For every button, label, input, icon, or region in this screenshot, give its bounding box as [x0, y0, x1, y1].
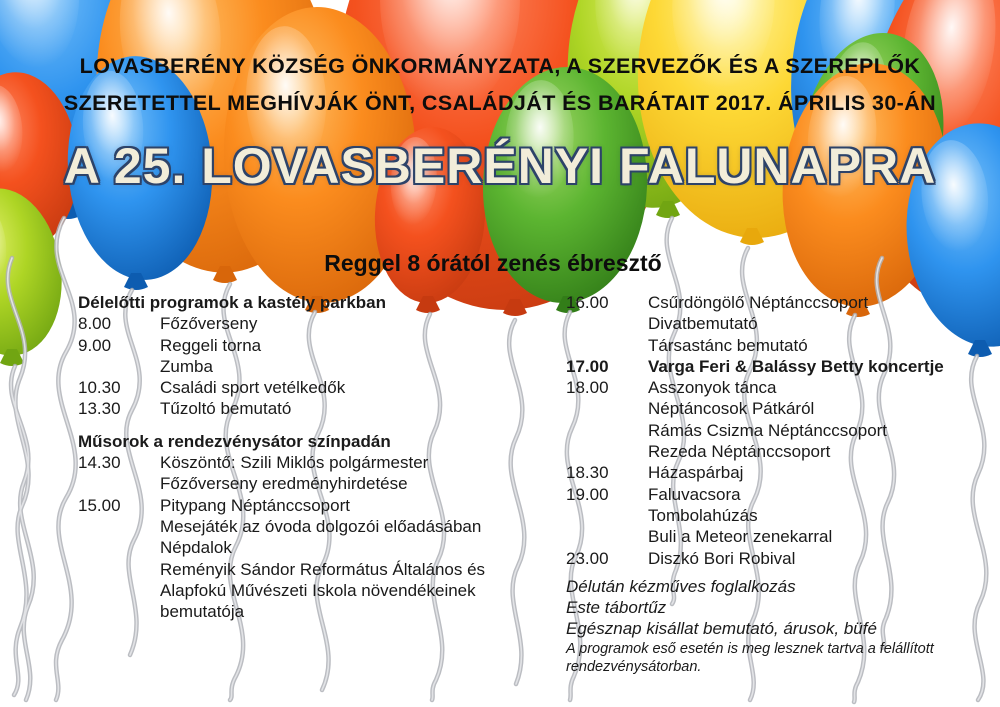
program-line	[566, 420, 1000, 441]
program-line	[78, 537, 530, 558]
event-text: Rámás Csizma Néptánccsoport	[648, 420, 888, 440]
wakeup-subtitle: Reggel 8 órától zenés ébresztő	[324, 250, 662, 276]
event-text: Alapfokú Művészeti Iskola növendékeinek	[160, 580, 476, 600]
program-line	[566, 313, 1000, 334]
event-text: Mesejáték az óvoda dolgozói előadásában	[160, 516, 482, 536]
time-label	[78, 356, 160, 377]
event-text: Társastánc bemutató	[648, 335, 808, 355]
note-line: Délután kézműves foglalkozás	[566, 576, 796, 596]
program-line	[566, 398, 1000, 419]
program-line	[78, 356, 530, 377]
event-text: Reményik Sándor Református Általános és	[160, 559, 486, 579]
event-text: Buli a Meteor zenekarral	[648, 527, 833, 547]
event-text: Diszkó Bori Robival	[648, 548, 796, 568]
program-line	[566, 548, 1000, 569]
time-label	[78, 473, 160, 494]
program-line	[566, 335, 1000, 356]
time-label	[566, 420, 648, 441]
event-text: Pitypang Néptánccsoport	[160, 495, 350, 515]
time-label	[78, 537, 160, 558]
event-text: Varga Feri & Balássy Betty koncertje	[648, 356, 944, 376]
notes-block	[566, 576, 1000, 677]
event-text: Zumba	[160, 356, 213, 376]
program-line	[78, 377, 530, 398]
program-line	[78, 335, 530, 356]
program-line	[566, 462, 1000, 483]
time-label	[566, 398, 648, 419]
event-text: Asszonyok tánca	[648, 378, 777, 398]
event-text: Néptáncosok Pátkáról	[648, 399, 815, 419]
program-column-right	[566, 292, 1000, 677]
time-label	[566, 526, 648, 547]
program-line	[78, 398, 530, 419]
time-label	[78, 516, 160, 537]
event-text: Főzőverseny eredményhirdetése	[160, 474, 408, 494]
time-label	[566, 313, 648, 334]
event-text: Tűzoltó bemutató	[160, 399, 292, 419]
event-text: Főzőverseny	[160, 314, 258, 334]
program-line	[566, 505, 1000, 526]
program-line-highlight	[566, 356, 1000, 377]
event-text: Tombolahúzás	[648, 505, 758, 525]
event-text: Házaspárbaj	[648, 463, 744, 483]
time-label: 8.00	[78, 314, 112, 334]
event-text: Népdalok	[160, 538, 232, 558]
program-line	[566, 526, 1000, 547]
time-label: 15.00	[78, 495, 121, 515]
time-label	[78, 580, 160, 601]
note-line: Este tábortűz	[566, 598, 667, 618]
program-line	[78, 313, 530, 334]
time-label: 16.00	[566, 293, 609, 312]
event-text: Családi sport vetélkedők	[160, 378, 346, 398]
time-label: 17.00	[566, 356, 609, 376]
rain-note: A programok eső esetén is meg lesznek tartva a felállított rendezvénysátorban.	[566, 640, 934, 676]
program-line	[78, 495, 530, 516]
program-line	[78, 473, 530, 494]
event-text: Reggeli torna	[160, 335, 262, 355]
invitation-line-1: LOVASBERÉNY KÖZSÉG ÖNKORMÁNYZATA, A SZERVEZŐK ÉS A SZEREPLŐK	[79, 54, 921, 78]
program-line	[78, 452, 530, 473]
event-text: Faluvacsora	[648, 484, 741, 504]
program-line	[78, 601, 530, 622]
event-text: Köszöntő: Szili Miklós polgármester	[160, 453, 429, 473]
program-line	[78, 516, 530, 537]
section-heading: Műsorok a rendezvénysátor színpadán	[78, 431, 391, 451]
section-heading: Délelőtti programok a kastély parkban	[78, 293, 386, 312]
page-title: A 25. LOVASBERÉNYI FALUNAPRA	[63, 138, 937, 194]
program-line	[78, 559, 530, 580]
time-label: 14.30	[78, 453, 121, 473]
program-line	[566, 377, 1000, 398]
time-label: 19.00	[566, 484, 609, 504]
time-label	[78, 601, 160, 622]
event-text: Csűrdöngölő Néptánccsoport	[648, 293, 869, 312]
time-label	[566, 335, 648, 356]
program-line	[566, 484, 1000, 505]
event-text: Divatbemutató	[648, 314, 758, 334]
invitation-line-2: SZERETETTEL MEGHÍVJÁK ÖNT, CSALÁDJÁT ÉS BARÁTAIT 2017. ÁPRILIS 30-ÁN	[63, 91, 937, 115]
program-column-left	[78, 292, 530, 622]
time-label: 18.30	[566, 463, 609, 483]
time-label: 18.00	[566, 378, 609, 398]
time-label: 23.00	[566, 548, 609, 568]
program-line	[566, 441, 1000, 462]
time-label: 9.00	[78, 335, 112, 355]
time-label	[78, 559, 160, 580]
time-label: 10.30	[78, 378, 121, 398]
program-line	[566, 292, 1000, 313]
time-label	[566, 441, 648, 462]
time-label	[566, 505, 648, 526]
event-text: Rezeda Néptánccsoport	[648, 442, 831, 462]
time-label: 13.30	[78, 399, 121, 419]
program-line	[78, 580, 530, 601]
event-text: bemutatója	[160, 602, 245, 622]
note-line: Egésznap kisállat bemutató, árusok, büfé	[566, 619, 877, 639]
